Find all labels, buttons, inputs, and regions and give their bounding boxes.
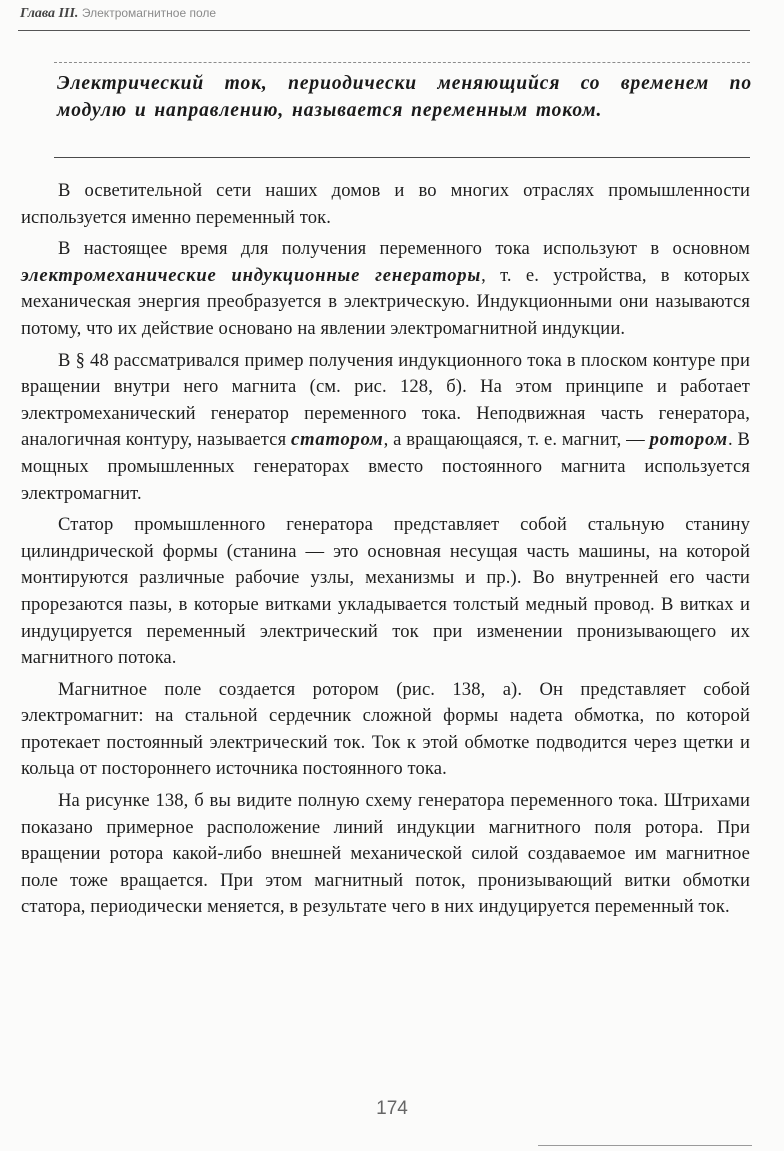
definition-box: Электрический ток, периодически меняющийся со временем по модулю и направлению, называется переменным током. [57, 73, 752, 121]
paragraph [21, 236, 750, 342]
term-highlight: электромеханические индукционные генераторы [21, 264, 482, 286]
footer-rule [538, 1145, 752, 1146]
section-label: Электромагнитное поле [81, 6, 217, 20]
paragraph-text: В осветительной сети наших домов и во многих отраслях промышленности используется именно переменный ток. [21, 180, 750, 228]
paragraph [21, 677, 750, 783]
paragraph-text: В настоящее время для получения переменного тока используют в основном [58, 238, 750, 260]
term-highlight: статором [291, 429, 384, 451]
chapter-label: Глава III. [20, 6, 79, 21]
definition-bottom-rule [54, 157, 750, 158]
paragraph-text: Магнитное поле создается ротором (рис. 138, а). Он представляет собой электромагнит: на стальной сердечник сложной формы надета обмотка, по которой протекает постоянный электрический ток. Ток к этой обмотке подводится через щетки и кольца от постороннего источника постоянного тока. [21, 678, 750, 780]
page-number: 174 [376, 1098, 408, 1119]
paragraph-text: , а вращающаяся, т. е. магнит, — [383, 429, 650, 451]
paragraph [21, 788, 750, 921]
paragraph [21, 512, 750, 672]
paragraph-text: . В мощных промышленных генераторах вместо постоянного магнита используется электромагнит. [21, 429, 751, 504]
header-rule [18, 30, 750, 31]
body-text [21, 178, 750, 926]
paragraph-text: На рисунке 138, б вы видите полную схему генератора переменного тока. Штрихами показано примерное расположение линий индукции магнитного поля ротора. При вращении ротора какой-либо внешней механической силой создаваемое им магнитное поле тоже вращается. При этом магнитный поток, пронизывающий витки обмотки статора, периодически меняется, в результате чего в них индуцируется переменный ток. [21, 790, 750, 918]
running-header [20, 6, 216, 22]
paragraph-text: , т. е. устройства, в которых механическая энергия преобразуется в электрическую. Индукционными они называются потому, что их действие основано на явлении электромагнитной индукции. [21, 264, 751, 339]
paragraph-text: Статор промышленного генератора представляет собой стальную станину цилиндрической формы (станина — это основная несущая часть машины, на которой монтируются различные рабочие узлы, механизмы и пр.). Во внутренней его части прорезаются пазы, в которые витками укладывается толстый медный провод. В витках и индуцируется переменный электрический ток при изменении пронизывающего их магнитного потока. [21, 514, 750, 669]
paragraph-text: В § 48 рассматривался пример получения индукционного тока в плоском контуре при вращении внутри него магнита (см. рис. 128, б). На этом принципе и работает электромеханический генератор переменного тока. Неподвижная часть генератора, аналогичная контуру, называется [21, 349, 750, 451]
paragraph [21, 348, 750, 508]
term-highlight: ротором [649, 429, 728, 451]
definition-top-rule [54, 62, 750, 63]
paragraph [21, 178, 750, 231]
